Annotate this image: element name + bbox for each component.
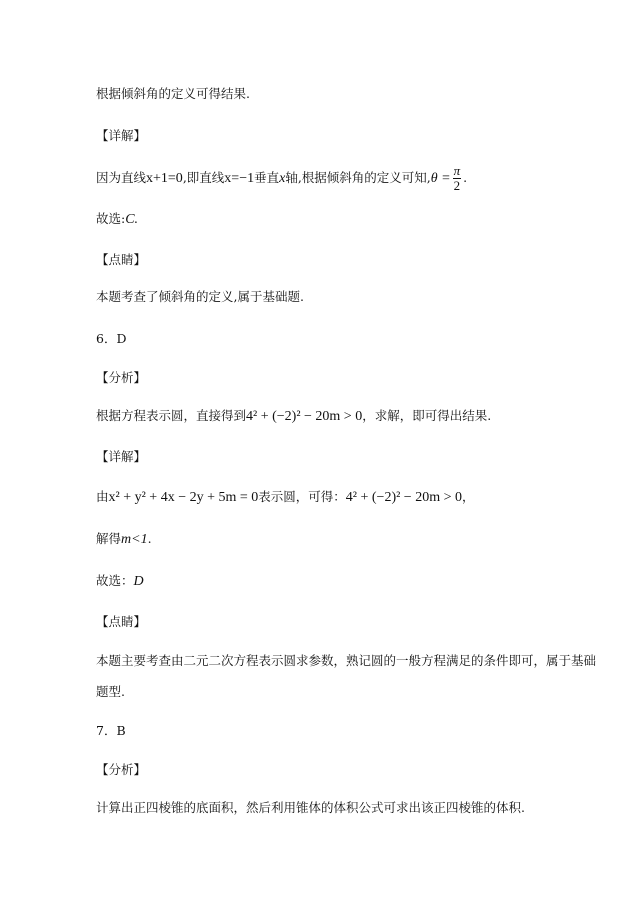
- numerator: π: [453, 163, 461, 178]
- equation: 4² + (−2)² − 20m > 0: [246, 409, 363, 424]
- answer-letter: D: [133, 574, 144, 589]
- answer-letter: C.: [125, 212, 139, 227]
- answer-line: [96, 575, 144, 589]
- text: 根据方程表示圆，直接得到: [96, 408, 247, 423]
- comment-text: 题型.: [96, 684, 125, 699]
- text: ，求解，即可得出结果.: [362, 408, 492, 423]
- equation: x² + y² + 4x − 2y + 5m = 0: [108, 490, 259, 505]
- analysis-text: 计算出正四棱锥的底面积，然后利用锥体的体积公式可求出该正四棱锥的体积.: [96, 800, 525, 815]
- text: 解得: [96, 531, 122, 546]
- text: ,即直线: [182, 170, 225, 185]
- text: 由: [96, 489, 109, 504]
- answer-line: [96, 213, 138, 227]
- variable: x: [279, 171, 286, 186]
- detail-line: [96, 164, 467, 193]
- text: .: [463, 170, 468, 185]
- equation: x+1=0: [146, 171, 183, 186]
- analysis-heading: 【分析】: [96, 762, 147, 777]
- question-number: 7．B: [96, 723, 126, 738]
- comment-heading: 【点睛】: [96, 614, 147, 629]
- theta-eq: θ =: [430, 171, 451, 186]
- comment-text: 本题考查了倾斜角的定义,属于基础题.: [96, 289, 304, 304]
- equation: x=−1: [224, 171, 255, 186]
- detail-heading: 【详解】: [96, 449, 147, 464]
- solve-line: [96, 533, 152, 547]
- detail-line: [96, 491, 475, 505]
- text: 垂直: [254, 170, 280, 185]
- inequality: m<1: [121, 532, 148, 547]
- text: 故选：: [96, 573, 134, 588]
- analysis-text: 根据倾斜角的定义可得结果.: [96, 86, 250, 101]
- text: 表示圆，可得：: [258, 489, 346, 504]
- pi-over-2-fraction: [453, 164, 462, 193]
- comment-heading: 【点睛】: [96, 252, 147, 267]
- text: .: [147, 531, 152, 546]
- text: 轴,根据倾斜角的定义可知,: [285, 170, 431, 185]
- text: 故选:: [96, 211, 126, 226]
- text: ，: [462, 489, 475, 504]
- detail-heading: 【详解】: [96, 128, 147, 143]
- analysis-heading: 【分析】: [96, 370, 147, 385]
- text: 因为直线: [96, 170, 147, 185]
- comment-text: 本题主要考查由二元二次方程表示圆求参数，熟记圆的一般方程满足的条件即可，属于基础: [96, 653, 597, 668]
- question-number: 6．D: [96, 331, 127, 346]
- analysis-text: [96, 410, 491, 424]
- equation: 4² + (−2)² − 20m > 0: [345, 490, 462, 505]
- denominator: 2: [453, 178, 461, 193]
